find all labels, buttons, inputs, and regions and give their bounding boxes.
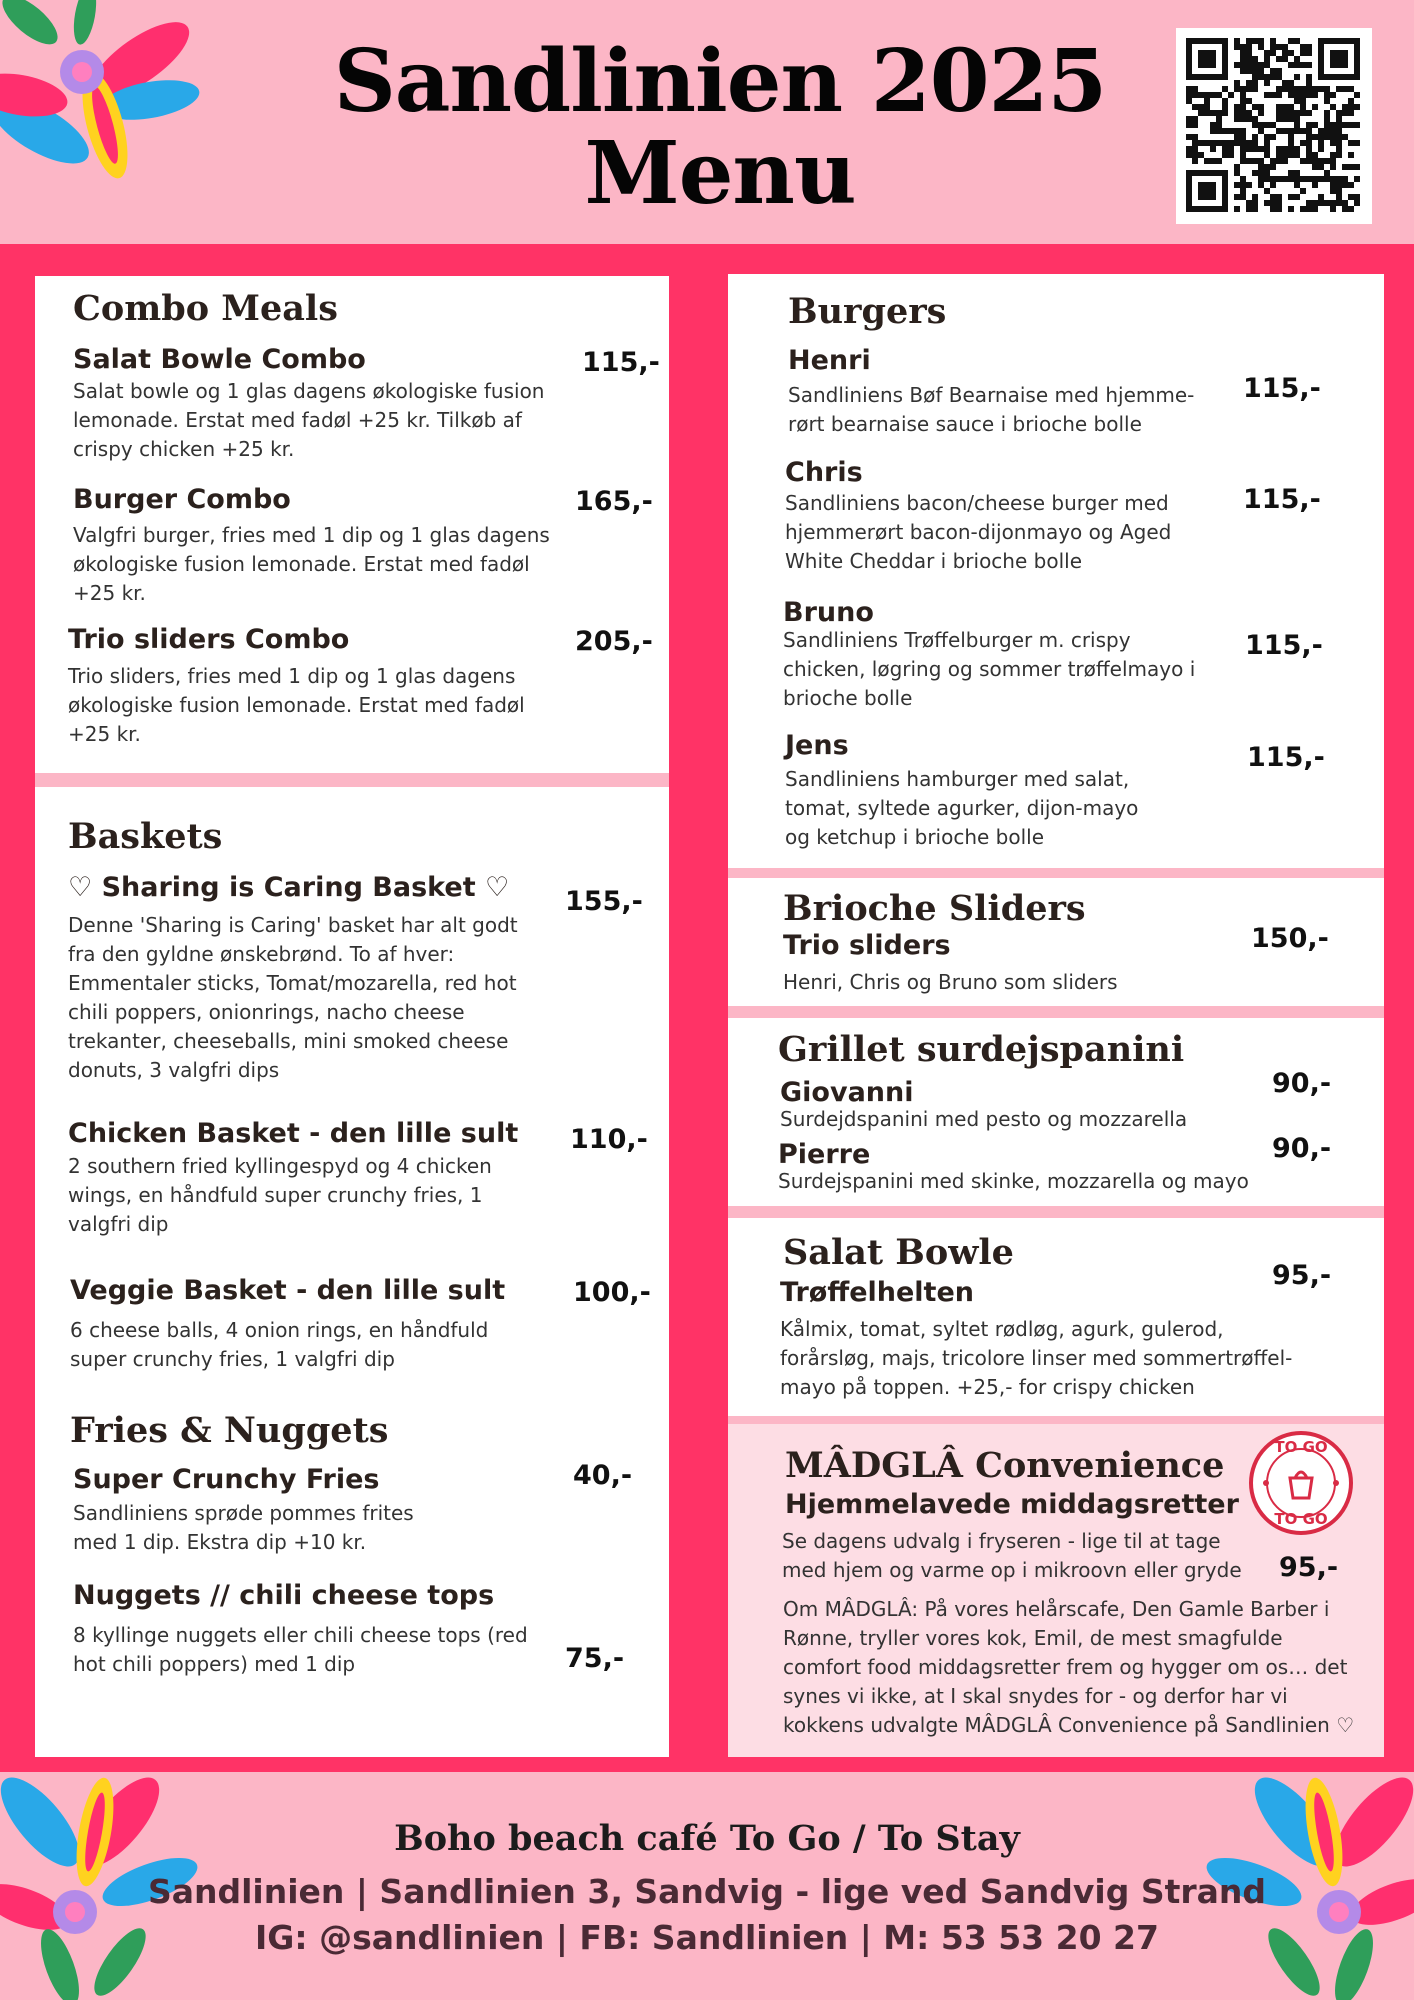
right-separator <box>728 1206 1384 1218</box>
stamp-label-bottom: TO GO <box>1274 1510 1328 1528</box>
right-separator <box>728 868 1384 878</box>
burger-item-price: 115,- <box>1247 742 1325 773</box>
combo-item-name: Trio sliders Combo <box>68 624 350 655</box>
footer-address: Sandlinien | Sandlinien 3, Sandvig - lige ved Sandvig Strand <box>147 1872 1267 1911</box>
stamp-label-top: TO GO <box>1274 1438 1328 1456</box>
panini-item-price: 90,- <box>1272 1068 1332 1099</box>
combo-item-name: Burger Combo <box>73 484 291 515</box>
burger-item-name: Chris <box>785 457 863 488</box>
to-go-stamp <box>1248 1430 1354 1536</box>
panini-item-name: Giovanni <box>780 1077 914 1108</box>
convenience-heading: MÂDGLÂ Convenience <box>785 1445 1225 1486</box>
salat-item-price: 95,- <box>1272 1260 1332 1291</box>
panini-item-price: 90,- <box>1272 1133 1332 1164</box>
sliders-item-desc: Henri, Chris og Bruno som sliders <box>783 970 1118 994</box>
basket-item-name: ♡ Sharing is Caring Basket ♡ <box>68 872 510 903</box>
basket-item-price: 110,- <box>570 1124 648 1155</box>
title-line-2: Menu <box>584 123 856 224</box>
sliders-item-price: 150,- <box>1251 923 1329 954</box>
combo-item-price: 165,- <box>575 486 653 517</box>
footer-contact: IG: @sandlinien | FB: Sandlinien | M: 53 53 20 27 <box>255 1918 1159 1957</box>
fries-item-name: Nuggets // chili cheese tops <box>73 1580 495 1611</box>
sliders-item-name: Trio sliders <box>783 930 951 961</box>
right-separator <box>728 1006 1384 1018</box>
convenience-price: 95,- <box>1279 1552 1339 1583</box>
burger-item-name: Jens <box>785 730 849 761</box>
salat-bowle-heading: Salat Bowle <box>783 1232 1014 1273</box>
fries-item-price: 75,- <box>565 1643 625 1674</box>
burger-item-price: 115,- <box>1243 484 1321 515</box>
combo-item-price: 205,- <box>575 626 653 657</box>
burger-item-price: 115,- <box>1245 630 1323 661</box>
combo-meals-heading: Combo Meals <box>73 288 338 329</box>
basket-item-price: 155,- <box>565 886 643 917</box>
flower-decoration-top-left <box>0 0 210 180</box>
burger-item-name: Bruno <box>783 597 874 628</box>
fries-item-desc: Sandliniens sprøde pommes frites med 1 dip. Ekstra dip +10 kr. <box>73 1501 414 1554</box>
salat-item-desc: Kålmix, tomat, syltet rødløg, agurk, gulerod, forårsløg, majs, tricolore linser med sommertrøffel-mayo på toppen. +25,- for crispy chicken <box>780 1317 1293 1399</box>
burger-item-name: Henri <box>788 345 871 376</box>
basket-item-desc: 6 cheese balls, 4 onion rings, en håndfuld super crunchy fries, 1 valgfri dip <box>70 1318 489 1371</box>
burger-item-desc: Sandliniens hamburger med salat, tomat, syltede agurker, dijon-mayo og ketchup i brioche bolle <box>785 767 1139 849</box>
burger-item-desc: Sandliniens Trøffelburger m. crispy chicken, løgring og sommer trøffelmayo i brioche bolle <box>783 628 1196 710</box>
fries-nuggets-heading: Fries & Nuggets <box>70 1410 389 1451</box>
fries-item-price: 40,- <box>573 1460 633 1491</box>
basket-item-desc: 2 southern fried kyllingespyd og 4 chicken wings, en håndfuld super crunchy fries, 1 valgfri dip <box>68 1154 492 1236</box>
basket-item-name: Veggie Basket - den lille sult <box>70 1275 506 1306</box>
combo-item-desc: Valgfri burger, fries med 1 dip og 1 glas dagens økologiske fusion lemonade. Erstat med fadøl +25 kr. <box>73 523 550 605</box>
burger-item-desc: Sandliniens bacon/cheese burger med hjemmerørt bacon-dijonmayo og Aged White Cheddar i brioche bolle <box>785 491 1172 573</box>
qr-code-image <box>1176 28 1372 224</box>
convenience-about: Om MÂDGLÂ: På vores helårscafe, Den Gamle Barber i Rønne, tryller vores kok, Emil, de mest smagfulde comfort food middagsretter frem og hygger om os… det synes vi ikke, at I skal snydes for - og derfor har vi kokkens udvalgte MÂDGLÂ Convenience på Sandlinien ♡ <box>783 1597 1355 1737</box>
panini-item-name: Pierre <box>778 1139 871 1170</box>
left-separator <box>35 773 669 787</box>
salat-item-name: Trøffelhelten <box>780 1277 974 1308</box>
burger-item-desc: Sandliniens Bøf Bearnaise med hjemme-rørt bearnaise sauce i brioche bolle <box>788 383 1195 436</box>
burger-item-price: 115,- <box>1243 373 1321 404</box>
page-title <box>250 31 1190 224</box>
fries-item-name: Super Crunchy Fries <box>73 1464 380 1495</box>
right-separator <box>728 1416 1384 1424</box>
footer-title: Boho beach café To Go / To Stay <box>394 1818 1020 1859</box>
combo-item-desc: Trio sliders, fries med 1 dip og 1 glas dagens økologiske fusion lemonade. Erstat med fadøl +25 kr. <box>68 664 525 746</box>
combo-item-price: 115,- <box>582 347 660 378</box>
basket-item-desc: Denne 'Sharing is Caring' basket har alt godt fra den gyldne ønskebrønd. To af hver: Emmentaler sticks, Tomat/mozarella, red hot chili poppers, onionrings, nacho cheese trekanter, cheeseballs, mini smoked cheese donuts, 3 valgfri dips <box>68 913 518 1082</box>
brioche-sliders-heading: Brioche Sliders <box>783 888 1086 929</box>
panini-item-desc: Surdejspanini med skinke, mozzarella og mayo <box>778 1169 1249 1193</box>
convenience-subtitle: Hjemmelavede middagsretter <box>785 1489 1239 1520</box>
title-line-1: Sandlinien 2025 <box>333 31 1107 132</box>
fries-item-desc: 8 kyllinge nuggets eller chili cheese tops (red hot chili poppers) med 1 dip <box>73 1623 528 1676</box>
convenience-desc: Se dagens udvalg i fryseren - lige til at tage med hjem og varme op i mikroovn eller gryde <box>782 1529 1242 1582</box>
burgers-heading: Burgers <box>788 291 947 332</box>
combo-item-desc: Salat bowle og 1 glas dagens økologiske fusion lemonade. Erstat med fadøl +25 kr. Tilkøb af crispy chicken +25 kr. <box>73 379 545 461</box>
basket-item-price: 100,- <box>573 1277 651 1308</box>
panini-heading: Grillet surdejspanini <box>778 1029 1185 1070</box>
basket-item-name: Chicken Basket - den lille sult <box>68 1118 519 1149</box>
baskets-heading: Baskets <box>68 816 223 857</box>
qr-code[interactable] <box>1176 28 1372 224</box>
panini-item-desc: Surdejdspanini med pesto og mozzarella <box>780 1107 1188 1131</box>
combo-item-name: Salat Bowle Combo <box>73 344 366 375</box>
